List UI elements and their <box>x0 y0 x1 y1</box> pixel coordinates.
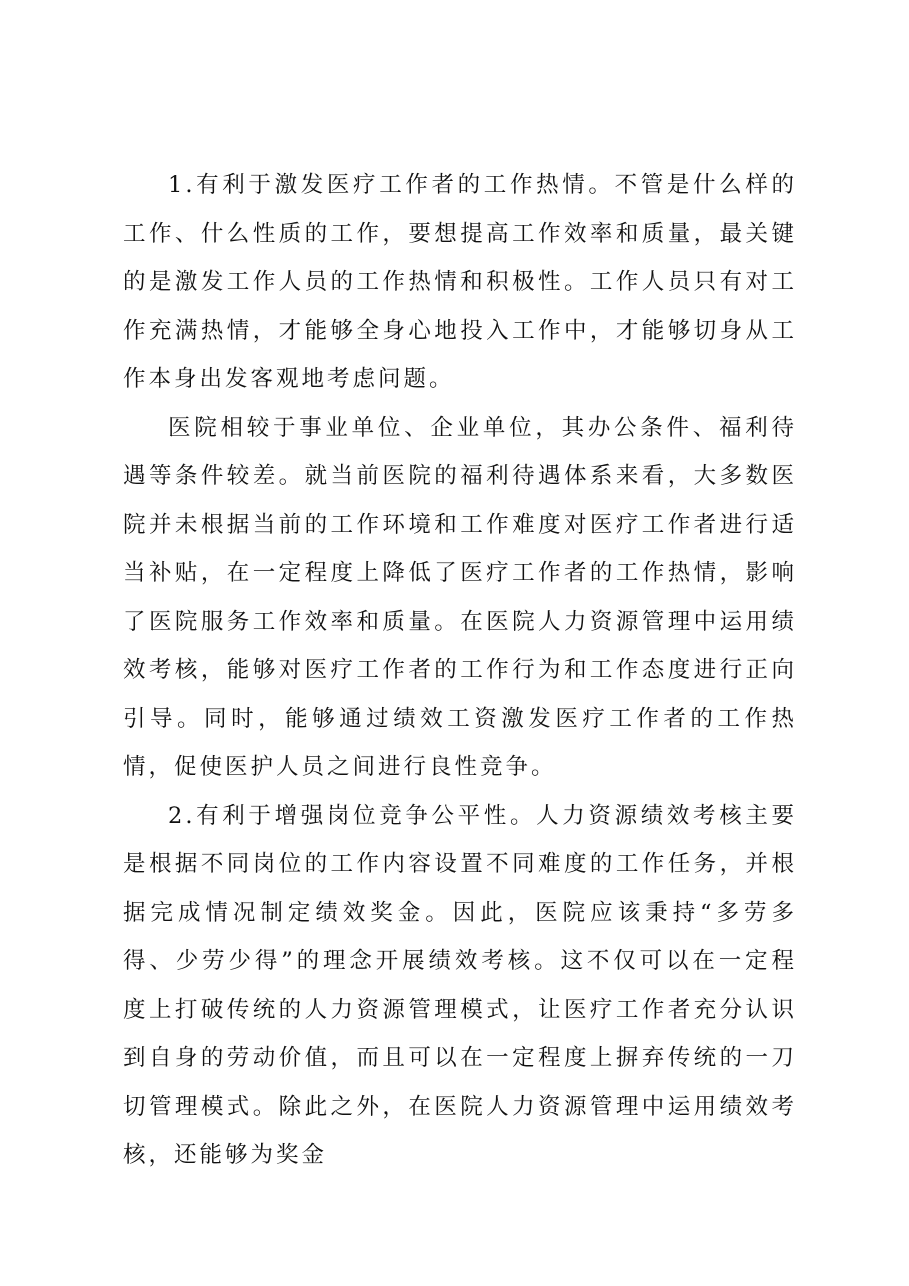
paragraph-2: 医院相较于事业单位、企业单位，其办公条件、福利待遇等条件较差。就当前医院的福利待遇体系来看，大多数医院并未根据当前的工作环境和工作难度对医疗工作者进行适当补贴，在一定程度上降低了医疗工作者的工作热情，影响了医院服务工作效率和质量。在医院人力资源管理中运用绩效考核，能够对医疗工作者的工作行为和工作态度进行正向引导。同时，能够通过绩效工资激发医疗工作者的工作热情，促使医护人员之间进行良性竞争。 <box>123 414 797 780</box>
paragraph-1: 1.有利于激发医疗工作者的工作热情。不管是什么样的工作、什么性质的工作，要想提高工作效率和质量，最关键的是激发工作人员的工作热情和积极性。工作人员只有对工作充满热情，才能够全身心地投入工作中，才能够切身从工作本身出发客观地考虑问题。 <box>123 172 797 392</box>
document-body <box>123 161 797 1180</box>
paragraph-3: 2.有利于增强岗位竞争公平性。人力资源绩效考核主要是根据不同岗位的工作内容设置不同难度的工作任务，并根据完成情况制定绩效奖金。因此，医院应该秉持“多劳多得、少劳少得”的理念开展绩效考核。这不仅可以在一定程度上打破传统的人力资源管理模式，让医疗工作者充分认识到自身的劳动价值，而且可以在一定程度上摒弃传统的一刀切管理模式。除此之外，在医院人力资源管理中运用绩效考核，还能够为奖金 <box>123 802 797 1168</box>
